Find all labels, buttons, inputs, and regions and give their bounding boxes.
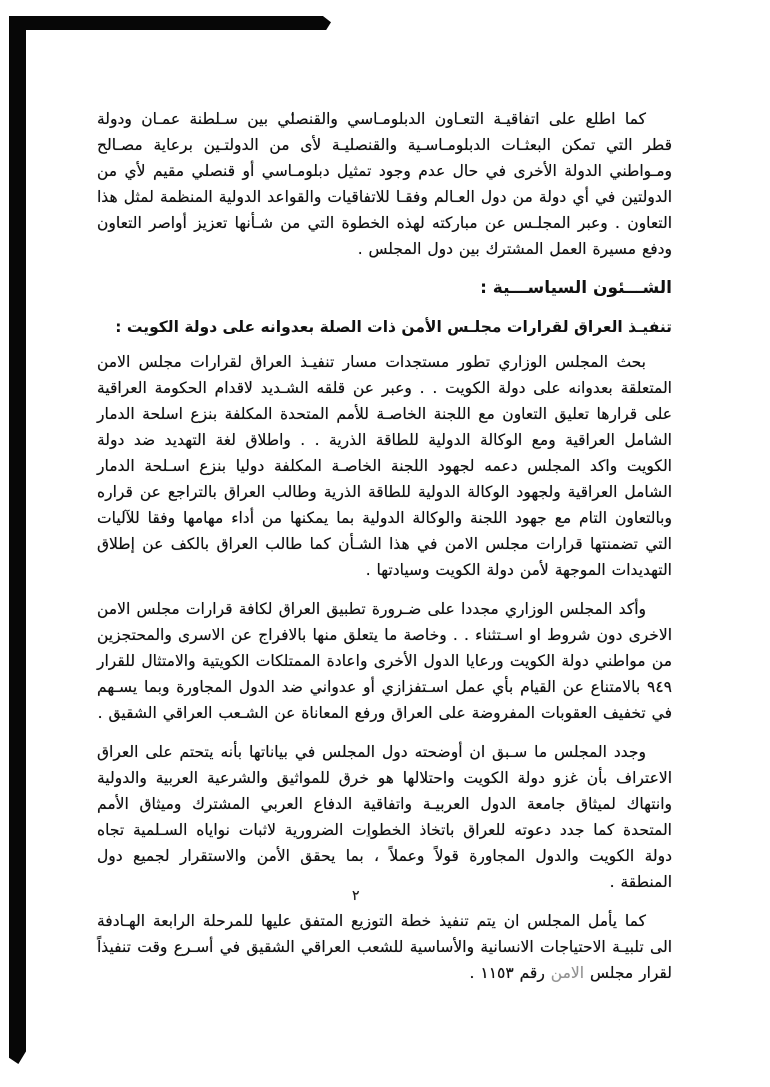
subsection-heading-iraq-implementation-un-resolutions: تنفيـذ العراق لقرارات مجلـس الأمن ذات الصلة بعدوانه على دولة الكويت :: [115, 318, 672, 336]
scan-artifact-top-bar: [9, 16, 331, 30]
paragraph-iraq-suspension-unscom-iaea: بحث المجلس الوزاري تطور مستجدات مسار تنفيـذ العراق لقرارات مجلس الامن المتعلقة بعدوانه على دولة الكويت . . وعبر عن قلقه الشـديد لاقدام الحكومة العراقية على قرارها تعليق التعاون مع اللجنة الخاصـة للأمم المتحدة المكلفة بنزع اسلحة الدمار الشامل العراقية ومع الوكالة الدولية للطاقة الذرية . . واطلاق لغة التهديد ضد دولة الكويت واكد المجلس دعمه لجهود اللجنة الخاصـة المكلفة دوليا بنزع اسـلحة الدمار الشامل العراقية ولجهود الوكالة الدولية للطاقة الذرية وطالب العراق بالتراجع عن قراره وبالتعاون التام مع جهود اللجنة والوكالة الدولية بما يمكنها من أداء مهامها وفقا للآليات التي تضمنتها قرارات مجلس الامن في هذا الشـأن كما طالب العراق بالكف عن إطلاق التهديدات الموجهة لأمن دولة الكويت وسيادتها .: [97, 353, 672, 579]
section-heading-political-affairs: الشـــئون السياســـية :: [480, 278, 672, 298]
closing-paragraph-tail: رقم ١١٥٣ .: [469, 964, 545, 982]
paragraph-invasion-violation-charters: وجدد المجلس ما سـبق ان أوضحته دول المجلس في بياناتها بأنه يتحتم على العراق الاعتراف بأن غزو دولة الكويت واحتلالها هو خرق للمواثيق والشرعية العربية والدولية وانتهاك لميثاق جامعة الدول العربيـة واتفاقية الدفاع العربي المشترك وميثاق الأمم المتحدة كما جدد دعوته للعراق باتخاذ الخطوات الضرورية لاثبات نواياه السـلمية تجاه دولة الكويت والدول المجاورة قولاً وعملاً ، بما يحقق الأمن والاستقرار لجميع دول المنطقة .: [97, 743, 672, 891]
document-text-block: [97, 106, 672, 999]
scan-artifact-left-bar: [9, 16, 26, 1064]
paragraph-distribution-plan-resolution-1153: [97, 908, 672, 986]
paragraph-diplomatic-consular-cooperation-agreement: كما اطلع على اتفاقيـة التعـاون الدبلومـاسي والقنصلي بين سـلطنة عمـان ودولة قطر التي تمكن البعثـات الدبلومـاسـية والقنصليـة لأى من الدولتـين برعاية مصـالح ومـواطني الدولة الأخرى في حال عدم وجود تمثيل دبلومـاسي أو قنصلي مقيم لأي من الدولتين في أي دولة من دول العـالم وفقـا للاتفاقيات والقواعد الدولية المنظمة لمثل هذا التعاون . وعبر المجلـس عن مباركته لهذه الخطوة التي من شـأنها تعزيز أواصر التعاون ودفع مسيرة العمل المشترك بين دول المجلس .: [97, 110, 672, 258]
closing-paragraph-faded-word: الامن: [550, 964, 585, 982]
closing-paragraph-text: كما يأمل المجلس ان يتم تنفيذ خطة التوزيع المتفق عليها للمرحلة الرابعة الهـادفة الى تلبيـة الاحتياجات الانسانية والأساسية للشعب العراقي الشقيق في أسـرع وقت تنفيذاً لقرار مجلس: [97, 912, 672, 982]
paragraph-resolutions-compliance-prisoners-property: وأكد المجلس الوزاري مجددا على ضـرورة تطبيق العراق لكافة قرارات مجلس الامن الاخرى دون شروط او اسـتثناء . . وخاصة ما يتعلق منها بالافراج عن الاسرى والمحتجزين من مواطني دولة الكويت ورعايا الدول الأخرى واعادة الممتلكات الكويتية والامتثال للقرار ٩٤٩ بالامتناع عن القيام بأي عمل اسـتفزازي أو عدواني ضد الدول المجاورة وبما يسـهم في تخفيف العقوبات المفروضة على العراق ورفع المعاناة عن الشـعب العراقي الشقيق .: [97, 600, 672, 722]
page-number: ٢: [352, 888, 360, 904]
